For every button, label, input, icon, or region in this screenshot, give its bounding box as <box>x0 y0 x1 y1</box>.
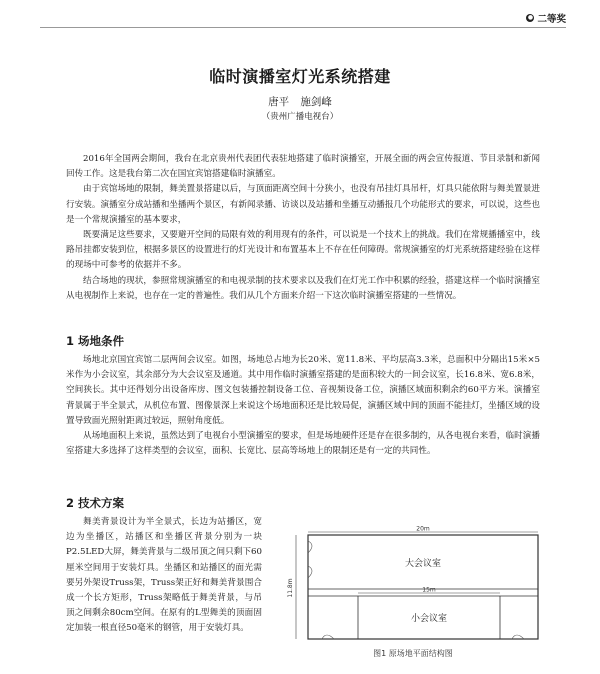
room-label-large: 大会议室 <box>404 559 442 569</box>
figure-caption: 图1 原场地平面结构图 <box>373 649 453 658</box>
section-2-heading: 2 技术方案 <box>66 496 125 510</box>
section-1-body <box>66 353 540 459</box>
intro-paragraph: 结合场地的现状，参照常规演播室的和电视录制的技术要求以及我们在灯光工作中积累的经验，搭建这样一个临时演播室从电视制作上来说，也存在一定的普遍性。我们从几个方面来介绍一下这次临时演播室搭建的一些情况。 <box>66 275 540 301</box>
room-label-small: 小会议室 <box>410 614 448 624</box>
article-authors: 唐平 施剑峰 <box>268 96 332 108</box>
section-paragraph: 舞美背景设计为半全景式，长边为站播区，宽边为坐播区，站播区和坐播区背景分别为一块P2.5LED大屏，舞美背景与二级吊顶之间只剩下60厘米空间用于安装灯具。坐播区和站播区的面光需要另外架设Truss架，Truss架正好和舞美背景围合成一个长方矩形，Truss架略低于舞美背景，与吊顶之间剩余80cm空间。在原有的L型舞美的顶面固定加装一根直径50毫米的钢管，用于安装灯具。 <box>66 517 262 634</box>
section-2-body <box>66 515 262 637</box>
door-symbol <box>308 566 312 578</box>
section-1-heading: 1 场地条件 <box>66 334 125 348</box>
award-badge <box>526 11 566 25</box>
section-paragraph: 场地北京国宜宾馆二层两间会议室。如图，场地总占地为长20米、宽11.8米、平均层高3.3米，总面积中分隔出15米×5米作为小会议室，其余部分为大会议室及通道。其中用作临时演播室搭建的是面积较大的一间会议室，长16.8米、宽6.8米，空间狭长。其中还得划分出设备库房、图文包装播控制设备工位、音视频设备工位，演播区域面积剩余约60平方米。演播室背景属于半全景式，从机位布置、图像景深上来说这个场地面积还是比较局促，演播区域中间的顶面不能挂灯，坐播区域的设置导致面光照射距离过较远，照射角度低。 <box>66 355 540 426</box>
intro-paragraph: 由于宾馆场地的限制，舞美置景搭建以后，与顶面距离空间十分狭小，也没有吊挂灯具吊杆，灯具只能依附与舞美置景进行安装。演播室分成站播和坐播两个景区，有新闻录播、访谈以及站播和坐播互动播报几个功能形式的要求，可以说，这些也是一个常规演播室的基本要求， <box>66 184 540 225</box>
intro-section <box>66 152 540 304</box>
floor-plan-diagram <box>282 526 544 646</box>
intro-paragraph: 既要满足这些要求，又要避开空间的局限有效的利用现有的条件，可以说是一个技术上的挑战。我们在常规播播室中，线路吊挂都安装到位，根据多景区的设置进行的灯光设计和布置基本上不存在任何障碍。常规演播室的灯光系统搭建经验在这样的现场中可参考的依据并不多。 <box>66 230 540 271</box>
section-paragraph: 从场地面积上来说，虽然达到了电视台小型演播室的要求，但是场地硬件还是存在很多制约，从各电视台来看，临时演播室搭建大多选择了这样类型的会议室，面积、长宽比、层高等场地上的限制还是有一定的共同性。 <box>66 431 540 457</box>
badge-icon: ● <box>527 14 534 21</box>
door-symbol <box>308 541 312 553</box>
floor-plan-figure <box>282 526 544 668</box>
header-rule <box>40 27 566 28</box>
intro-paragraph: 2016年全国两会期间，我台在北京贵州代表团代表驻地搭建了临时演播室，开展全面的两会宣传报道、节目录制和新闻回传工作。这是我台第二次在国宜宾馆搭建临时演播室。 <box>66 154 540 180</box>
article-affiliation: （贵州广播电视台） <box>261 112 339 122</box>
badge-label: 二等奖 <box>537 14 566 25</box>
dim-label-small: 15m <box>422 586 436 594</box>
dim-label-height: 11.8m <box>287 578 294 598</box>
dim-label-total: 20m <box>416 526 430 533</box>
article-title: 临时演播室灯光系统搭建 <box>209 67 391 86</box>
